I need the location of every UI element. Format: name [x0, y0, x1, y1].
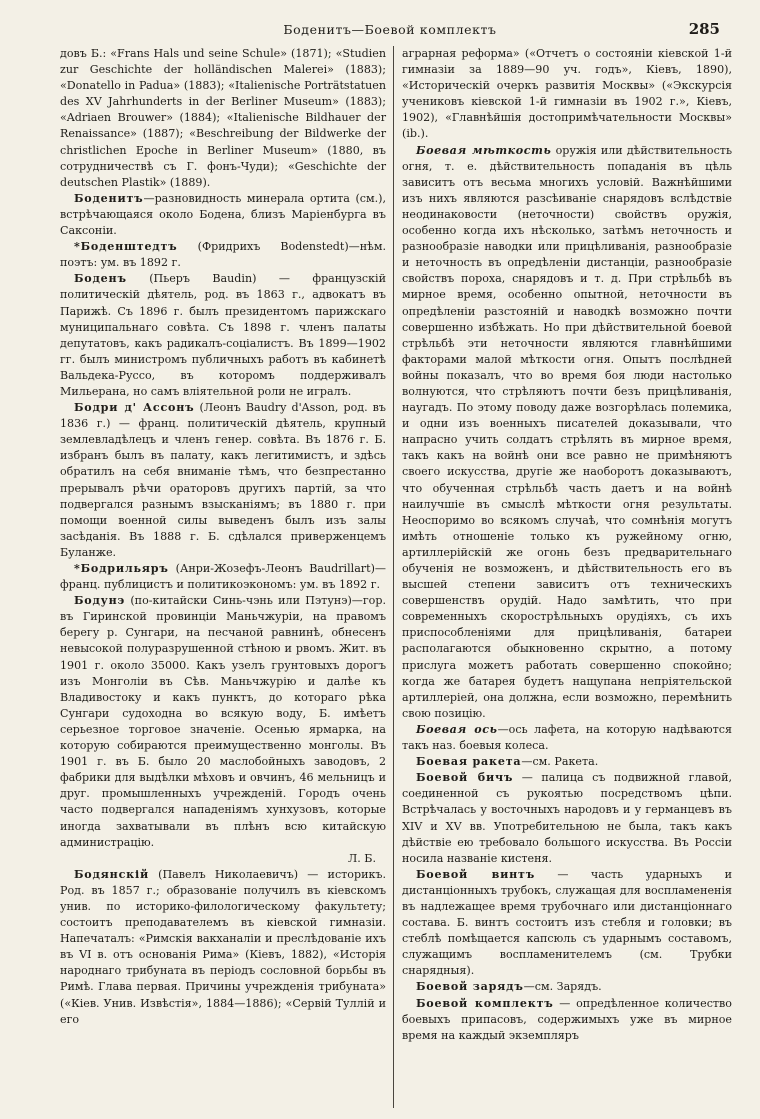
- entry-headword: *Бодрильяръ: [74, 562, 169, 575]
- dictionary-entry: [60, 191, 386, 239]
- entry-headword: Боевая ось: [416, 722, 498, 736]
- entry-headword: Боденитъ: [74, 191, 144, 205]
- entry-text: (по-китайски Синь-чэнь или Пэтунэ)—гор. въ Гиринской провинціи Маньчжуріи, на правомъ берегу р. Сунгари, на песчаной равнинѣ, обнесенъ невысокой полуразрушенной стѣною и рвомъ. Жит. въ 1901 г. около 35000. Какъ узелъ грунтовыхъ дорогъ изъ Монголіи въ Сѣв. Маньчжурію и далѣе къ Владивостоку и какъ пунктъ, до котораго рѣка Сунгари судоходна во всякую воду, Б. имѣетъ серьезное торговое значеніе. Осенью ярмарка, на которую собираются преимущественно монголы. Въ 1901 г. въ Б. было 20 маслобойныхъ заводовъ, 2 фабрики для выдѣлки мѣховъ и овчинъ, 46 мельницъ и друг. промышленныхъ учрежденій. Городъ очень часто подвергался нападеніямъ хунхузовъ, которые иногда захватывали въ плѣнъ всю китайскую администрацію.: [60, 594, 386, 849]
- entry-text: —ось лафета, на которую надѣваются такъ наз. боевыя колеса.: [402, 722, 732, 753]
- entry-text: —см. Ракета.: [521, 755, 599, 769]
- right-column: [402, 46, 732, 1044]
- dictionary-entry: [402, 46, 732, 143]
- entry-headword: Боевая мѣткость: [416, 143, 552, 157]
- entry-headword: Боденъ: [74, 272, 127, 286]
- entry-text: — часть ударныхъ и дистанціонныхъ трубокъ, служащая для воспламененія въ надлежащее время трубочнаго или дистанціоннаго состава. Б. винтъ состоитъ изъ стебля и головки; въ стеблѣ помѣщается капсюль съ ударнымъ составомъ, служащимъ воспламенителемъ (см. Трубки снарядныя).: [402, 867, 732, 978]
- entry-headword: Боевой бичъ: [416, 771, 514, 785]
- dictionary-entry: [402, 867, 732, 980]
- entry-text: (Анри-Жозефъ-Леонъ Baudrillart)—франц. публицистъ и политикоэкономъ: ум. въ 1892 г.: [60, 562, 386, 592]
- left-column: [60, 46, 386, 1028]
- entry-headword: Боевая ракета: [416, 755, 522, 769]
- dictionary-entry: [402, 722, 732, 754]
- entry-text: (Леонъ Baudry d'Asson, род. въ 1836 г.) — франц. политическій дѣятель, крупный землевладѣлецъ и членъ генер. совѣта. Въ 1876 г. Б. избранъ былъ въ палату, какъ легитимистъ, и здѣсь обратилъ на себя вниманіе тѣмъ, что безпрестанно прерывалъ рѣчи ораторовъ другихъ партій, за что подвергался разнымъ взысканіямъ; въ 1880 г. при помощи военной силы выведенъ былъ изъ залы засѣданія. Въ 1888 г. Б. сдѣлался приверженцемъ Буланже.: [60, 401, 386, 559]
- dictionary-entry: [402, 754, 732, 770]
- column-divider: [393, 46, 394, 1108]
- dictionary-entry: [60, 271, 386, 400]
- dictionary-entry: [402, 770, 732, 867]
- entry-headword: Бодянскій: [74, 867, 149, 881]
- dictionary-entry: [402, 996, 732, 1044]
- running-head: Боденитъ—Боевой комплектъ: [283, 22, 497, 37]
- dictionary-entry: [402, 979, 732, 995]
- entry-text: — опредѣленное количество боевыхъ припасовъ, содержимыхъ уже въ мирное время на каждый экземпляръ: [402, 996, 732, 1042]
- entry-text: аграрная реформа» («Отчетъ о состояніи кіевской 1-й гимназіи за 1889—90 уч. годъ», Кіевъ, 1890), «Историческій очеркъ развитія Москвы» («Экскурсія учениковъ кіевской 1-й гимназіи въ 1902 г.», Кіевъ, 1902), «Главнѣйшія достопримѣчательности Москвы» (ib.).: [402, 47, 732, 141]
- entry-headword: Боевой винтъ: [416, 867, 536, 881]
- entry-text: довъ Б.: «Frans Hals und seine Schule» (1871); «Studien zur Geschichte der holländischen Malerei» (1883); «Donatello in Padua» (1883); «Italienische Porträtstatuen des XV Jahrhunderts in der Berliner Museum» (1883); «Adriaen Brouwer» (1884); «Italienische Bildhauer der Renaissance» (1887); «Beschreibung der Bildwerke der christlichen Epoche in Berliner Museum» (1880, въ сотрудничествѣ съ Г. фонъ-Чуди); «Geschichte der deutschen Plastik» (1889).: [60, 47, 386, 189]
- entry-text: (Павелъ Николаевичъ) — историкъ. Род. въ 1857 г.; образованіе получилъ въ кіевскомъ унив. по историко-филологическому факультету; состоитъ преподавателемъ въ кіевской гимназіи. Напечаталъ: «Римскія вакханаліи и преслѣдованіе ихъ въ VI в. отъ основанія Рима» (Кіевъ, 1882), «Исторія народнаго трибуната въ періодъ сословной борьбы въ Римѣ. Глава первая. Причины учрежденія трибуната» («Кіев. Унив. Извѣстія», 1884—1886); «Сервій Туллій и его: [60, 867, 386, 1026]
- author-signature: Л. Б.: [348, 851, 376, 865]
- dictionary-entry: [402, 143, 732, 722]
- entry-headword: Бодунэ: [74, 594, 126, 608]
- entry-text: —см. Зарядъ.: [523, 980, 602, 994]
- page-header: [60, 22, 720, 42]
- dictionary-entry: [60, 239, 386, 271]
- dictionary-entry: [60, 46, 386, 191]
- dictionary-entry: [60, 400, 386, 561]
- dictionary-entry: [60, 593, 386, 867]
- entry-text: (Фридрихъ Bodenstedt)—нѣм. поэтъ: ум. въ 1892 г.: [60, 240, 386, 270]
- entry-text: оружія или дѣйствительность огня, т. е. дѣйствительность попаданія въ цѣль зависитъ отъ весьма многихъ условій. Важнѣйшими изъ нихъ являются разсѣиваніе снарядовъ вслѣдствіе неодинаковости (неточности) свойствъ оружія, особенно когда ихъ нѣсколько, затѣмъ неточность и разнообразіе наводки или прицѣливанія, разнообразіе и неточность въ опредѣленіи дистанціи, разнообразіе свойствъ пороха, снарядовъ и т. д. При стрѣльбѣ въ мирное время, особенно опытной, неточности въ опредѣленіи разстояній и наводкѣ возможно почти совершенно избѣжать. Но при дѣйствительной боевой стрѣльбѣ эти неточности являются главнѣйшими факторами малой мѣткости огня. Опытъ послѣдней войны показалъ, что во время боя люди настолько волнуются, что стрѣляютъ почти безъ прицѣливанія, наугадъ. По этому поводу даже возгорѣлась полемика, и одни изъ военныхъ писателей доказывали, что напрасно учить солдатъ стрѣлять въ мирное время, такъ какъ на войнѣ они все равно не примѣняютъ своего искусства, другіе же наоборотъ доказываютъ, что обученная стрѣльбѣ часть даетъ и на войнѣ наилучшіе въ смыслѣ мѣткости огня результаты. Неоспоримо во всякомъ случаѣ, что сомнѣнія могутъ имѣть отношеніе только къ ружейному огню, артиллерійскій же огонь безъ предварительнаго обученія не возможенъ, и дѣйствительность его въ высшей степени зависитъ отъ техническихъ совершенствъ орудій. Надо замѣтить, что при современныхъ скорострѣльныхъ орудіяхъ, съ ихъ приспособленіями для прицѣливанія, батареи располагаются обыкновенно скрытно, а потому прислуга можетъ работать совершенно спокойно; когда же батарея будетъ нащупана непріятельской артиллеріей, она должна, если возможно, перемѣнить свою позицію.: [402, 143, 732, 720]
- page-number: 285: [688, 20, 720, 38]
- entry-headword: Боевой зарядъ: [416, 980, 524, 994]
- dictionary-entry: [60, 561, 386, 593]
- entry-text: — палица съ подвижной главой, соединенной съ рукоятью посредствомъ цѣпи. Встрѣчалась у восточныхъ народовъ и у германцевъ въ XIV и XV вв. Употребительною не была, такъ какъ дѣйствіе ею требовало большого искусства. Въ Россіи носила названіе кистеня.: [402, 771, 732, 865]
- entry-text: (Пьеръ Baudin) — французскій политическій дѣятель, род. въ 1863 г., адвокатъ въ Парижѣ. Съ 1896 г. былъ президентомъ парижскаго муниципальнаго совѣта. Съ 1898 г. членъ палаты депутатовъ, какъ радикалъ-соціалистъ. Въ 1899—1902 гг. былъ министромъ публичныхъ работъ въ кабинетѣ Вальдека-Руссо, въ которомъ поддерживалъ Мильерана, но самъ вліятельной роли не игралъ.: [60, 272, 386, 398]
- entry-text: —разновидность минерала ортита (см.), встрѣчающаяся около Бодена, близъ Маріенбурга въ Саксоніи.: [60, 191, 386, 238]
- dictionary-entry: [60, 867, 386, 1028]
- entry-headword: Боевой комплектъ: [416, 996, 554, 1010]
- entry-headword: *Боденштедтъ: [74, 240, 178, 254]
- entry-headword: Бодри д' Ассонъ: [74, 401, 195, 415]
